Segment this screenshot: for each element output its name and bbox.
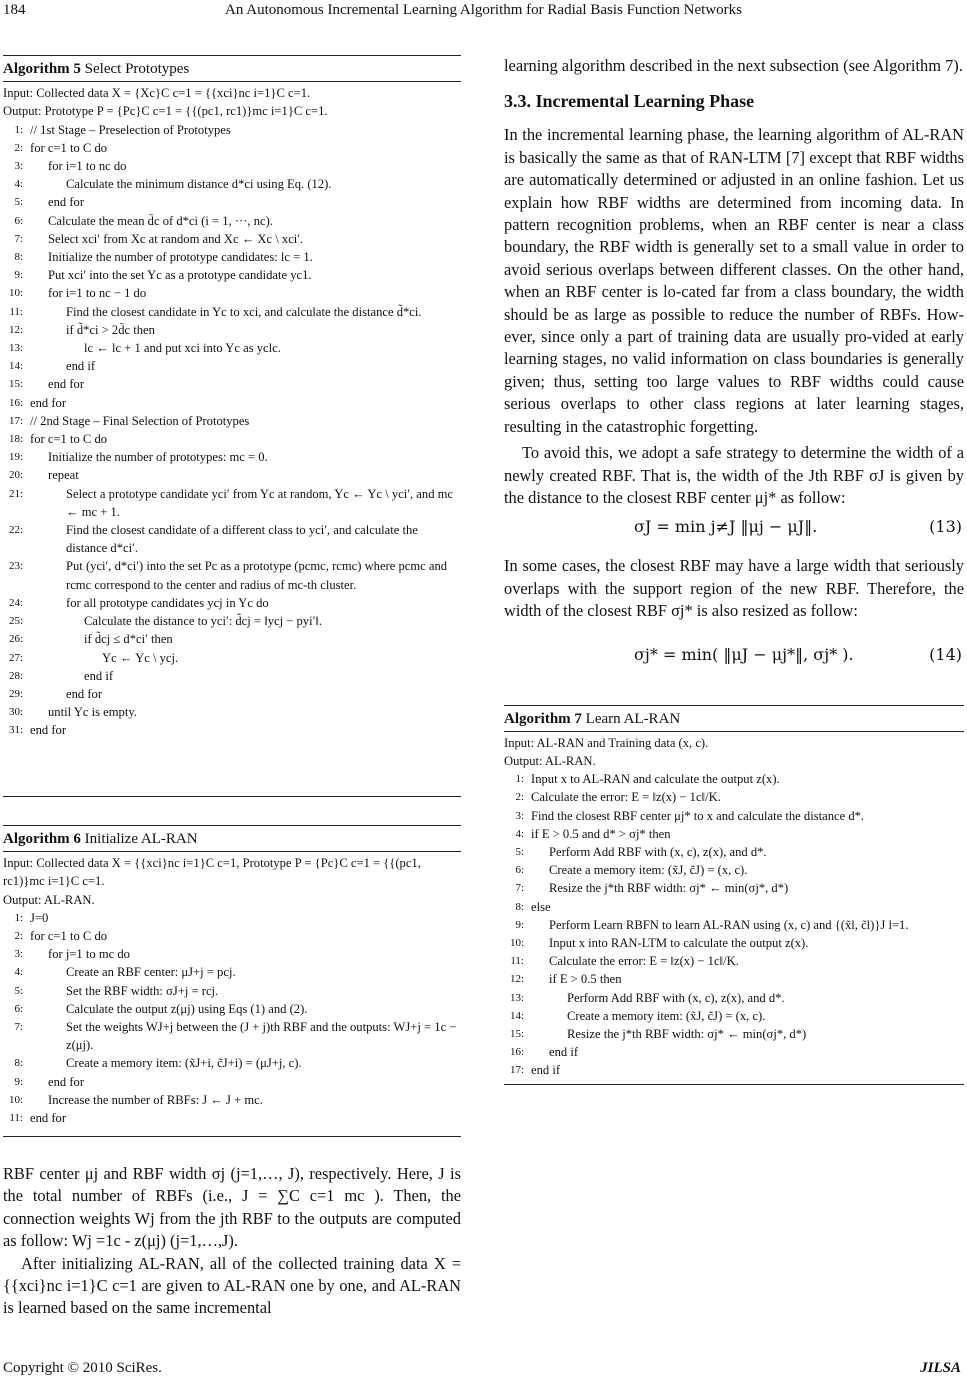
algorithm-line — [504, 843, 964, 861]
algorithm-line — [3, 685, 461, 703]
line-text: Output: AL-RAN. — [504, 753, 596, 768]
line-number: 12: — [509, 973, 524, 986]
algorithm-line — [3, 1091, 461, 1109]
algorithm-line — [3, 1109, 461, 1127]
page-header — [0, 0, 967, 28]
line-number: 22: — [8, 524, 23, 537]
line-text: repeat — [48, 468, 79, 483]
line-text: for c=1 to C do — [30, 929, 108, 944]
algorithm-line — [504, 952, 964, 970]
line-number: 14: — [509, 1009, 524, 1022]
line-number: 16: — [8, 396, 23, 409]
line-text: Set the RBF width: σJ+j = rcj. — [66, 983, 219, 998]
line-text: end for — [30, 1111, 67, 1126]
algorithm-line — [3, 703, 461, 721]
line-text: Create a memory item: (x̃J, c̃J) = (x, c). — [567, 1008, 766, 1023]
line-text: Perform Add RBF with (x, c), z(x), and d*. — [567, 990, 785, 1005]
line-text: Put xci′ into the set Yc as a prototype candidate yc1. — [48, 268, 312, 283]
algorithm-line — [504, 879, 964, 897]
algorithm-line — [504, 825, 964, 843]
line-number: 30: — [8, 706, 23, 719]
line-number: 9: — [14, 1075, 23, 1088]
line-text: Calculate the distance to yci′: d̃cj = ‖ycj − pyi′‖. — [84, 614, 323, 629]
algorithm-line — [3, 909, 461, 927]
equation-14-number: (14) — [929, 644, 962, 664]
algorithm-line — [504, 807, 964, 825]
line-text: Initialize the number of prototypes: mc = 0. — [48, 450, 268, 465]
line-text: for c=1 to C do — [30, 432, 108, 447]
line-number: 13: — [8, 342, 23, 355]
line-text: // 1st Stage – Preselection of Prototypes — [30, 122, 231, 137]
line-number: 16: — [509, 1046, 524, 1059]
line-text: end for — [30, 395, 67, 410]
line-number: 2: — [14, 930, 23, 943]
line-text: end if — [549, 1045, 579, 1060]
right-column — [504, 55, 964, 1085]
algorithm-line — [504, 1007, 964, 1025]
algorithm-line — [3, 485, 461, 521]
line-text: Input: AL-RAN and Training data (x, c). — [504, 735, 709, 750]
line-text: Yc ← Yc \ ycj. — [102, 650, 179, 665]
algorithm-7-label: Algorithm 7 — [504, 710, 582, 727]
line-number: 1: — [14, 911, 23, 924]
algorithm-6-body — [3, 852, 461, 1131]
line-text: for c=1 to C do — [30, 140, 108, 155]
line-number: 5: — [515, 845, 524, 858]
algorithm-line — [3, 139, 461, 157]
algorithm-5-box — [3, 55, 461, 797]
line-text: for all prototype candidates ycj in Yc do — [66, 595, 269, 610]
algorithm-line — [3, 321, 461, 339]
line-text: Resize the j*th RBF width: σj* ← min(σj*, d*) — [567, 1026, 807, 1041]
line-text: for i=1 to nc do — [48, 159, 127, 174]
line-text: Output: Prototype P = {Pc}C c=1 = {{(pc1, rc1)}mc i=1}C c=1. — [3, 104, 328, 119]
line-number: 28: — [8, 669, 23, 682]
line-number: 10: — [509, 936, 524, 949]
line-text: if d̃*ci > 2d̄c then — [66, 322, 155, 337]
line-text: Calculate the error: E = ‖z(x) − 1c‖/K. — [549, 954, 739, 969]
algorithm-line — [3, 721, 461, 739]
line-text: Create a memory item: (x̃J+i, c̃J+i) = (μJ+j, c). — [66, 1056, 302, 1071]
line-text: Input x to AL-RAN and calculate the output z(x). — [531, 772, 780, 787]
line-number: 20: — [8, 469, 23, 482]
line-text: end for — [66, 686, 103, 701]
algorithm-line — [3, 339, 461, 357]
algorithm-line — [3, 945, 461, 963]
algorithm-7-box — [504, 705, 964, 1085]
algorithm-line — [3, 649, 461, 667]
algorithm-5-body — [3, 82, 461, 743]
section-number: 3.3. — [504, 91, 531, 112]
line-text: else — [531, 899, 551, 914]
algorithm-line — [3, 612, 461, 630]
algorithm-7-body — [504, 732, 964, 1084]
line-number: 9: — [515, 918, 524, 931]
line-number: 11: — [9, 305, 23, 318]
algorithm-line — [3, 927, 461, 945]
line-text: Find the closest candidate in Yc to xci, and calculate the distance d̃*ci. — [66, 304, 422, 319]
line-number: 8: — [14, 1057, 23, 1070]
line-text: end for — [30, 723, 67, 738]
line-text: end if — [66, 359, 96, 374]
line-number: 12: — [8, 323, 23, 336]
algorithm-line — [3, 430, 461, 448]
algorithm-line — [504, 861, 964, 879]
line-number: 3: — [515, 809, 524, 822]
line-number: 8: — [14, 251, 23, 264]
algorithm-5-title — [3, 56, 461, 82]
line-number: 5: — [14, 984, 23, 997]
line-text: Create a memory item: (x̃J, c̃J) = (x, c). — [549, 863, 748, 878]
line-number: 3: — [14, 160, 23, 173]
line-number: 2: — [515, 791, 524, 804]
line-number: 11: — [9, 1112, 23, 1125]
line-number: 4: — [14, 178, 23, 191]
algorithm-line — [504, 770, 964, 788]
line-text: Calculate the minimum distance d*ci using Eq. (12). — [66, 177, 332, 192]
equation-13-number: (13) — [929, 517, 962, 537]
page-number: 184 — [3, 2, 26, 18]
line-text: if d̃cj ≤ d*ci′ then — [84, 632, 173, 647]
line-number: 8: — [515, 900, 524, 913]
running-title: An Autonomous Incremental Learning Algorithm for Radial Basis Function Networks — [224, 2, 742, 18]
algorithm-line — [504, 752, 964, 770]
algorithm-line — [504, 788, 964, 806]
line-text: Find the closest candidate of a different class to yci′, and calculate the distance d*ci′. — [66, 523, 418, 556]
line-text: for i=1 to nc − 1 do — [48, 286, 147, 301]
algorithm-line — [3, 102, 461, 120]
line-text: Select xci′ from Xc at random and Xc ← Xc \ xci′. — [48, 231, 304, 246]
line-number: 6: — [14, 1002, 23, 1015]
line-number: 11: — [510, 955, 524, 968]
line-text: Input: Collected data X = {{xci}nc i=1}C c=1, Prototype P = {Pc}C c=1 = {{(pc1, rc1)}mc i=1}C c=1. — [3, 856, 421, 889]
line-number: 25: — [8, 615, 23, 628]
algorithm-6-box — [3, 825, 461, 1137]
line-number: 7: — [515, 882, 524, 895]
equation-13-body: σJ = min j≠J ‖μj − μJ‖. — [634, 517, 818, 537]
algorithm-line — [3, 1054, 461, 1072]
line-number: 4: — [14, 966, 23, 979]
line-text: Select a prototype candidate yci′ from Yc at random, Yc ← Yc \ yci′, and mc ← mc + 1. — [66, 486, 454, 519]
algorithm-line — [3, 357, 461, 375]
line-number: 14: — [8, 360, 23, 373]
line-text: Set the weights WJ+j between the (J + j)th RBF and the outputs: WJ+j = 1c − z(μj). — [66, 1020, 457, 1053]
algorithm-line — [3, 1018, 461, 1054]
line-text: Perform Learn RBFN to learn AL-RAN using (x, c) and {(x̃l, c̃l)}J l=1. — [549, 917, 909, 932]
algorithm-line — [3, 266, 461, 284]
algorithm-line — [3, 84, 461, 102]
line-text: Output: AL-RAN. — [3, 892, 95, 907]
algorithm-line — [504, 970, 964, 988]
line-number: 21: — [8, 487, 23, 500]
algorithm-line — [3, 412, 461, 430]
line-text: Increase the number of RBFs: J ← J + mc. — [48, 1092, 263, 1107]
line-number: 6: — [515, 864, 524, 877]
line-number: 24: — [8, 596, 23, 609]
line-text: Resize the j*th RBF width: σj* ← min(σj*, d*) — [549, 881, 789, 896]
line-text: // 2nd Stage – Final Selection of Prototypes — [30, 413, 250, 428]
algorithm-line — [504, 989, 964, 1007]
algorithm-5-label: Algorithm 5 — [3, 61, 81, 77]
right-intro-paragraph: learning algorithm described in the next subsection (see Algorithm 7). — [504, 56, 963, 75]
algorithm-7-title — [504, 706, 964, 732]
algorithm-line — [3, 594, 461, 612]
section-title: Incremental Learning Phase — [535, 91, 755, 112]
line-text: Perform Add RBF with (x, c), z(x), and d*. — [549, 844, 767, 859]
line-text: J=0 — [30, 910, 49, 925]
line-number: 1: — [14, 123, 23, 136]
line-text: end for — [48, 195, 85, 210]
algorithm-line — [3, 157, 461, 175]
line-number: 17: — [509, 1064, 524, 1077]
equation-14 — [504, 623, 964, 687]
line-number: 7: — [14, 232, 23, 245]
algorithm-7-name: Learn AL-RAN — [585, 710, 681, 727]
algorithm-line — [3, 193, 461, 211]
algorithm-line — [3, 212, 461, 230]
section-heading — [504, 91, 964, 112]
line-number: 7: — [14, 1021, 23, 1034]
algorithm-line — [3, 891, 461, 909]
line-number: 15: — [509, 1027, 524, 1040]
line-number: 17: — [8, 414, 23, 427]
line-text: Input x into RAN-LTM to calculate the output z(x). — [549, 935, 809, 950]
algorithm-line — [3, 230, 461, 248]
equation-14-body: σj* = min( ‖μJ − μj*‖, σj* ). — [634, 644, 854, 664]
algorithm-line — [3, 667, 461, 685]
algorithm-line — [504, 916, 964, 934]
algorithm-line — [3, 963, 461, 981]
line-text: Initialize the number of prototype candidates: lc = 1. — [48, 250, 313, 265]
line-text: Input: Collected data X = {Xc}C c=1 = {{xci}nc i=1}C c=1. — [3, 86, 311, 101]
line-text: if E > 0.5 and d* > σj* then — [531, 826, 671, 841]
left-paragraph-1: RBF center μj and RBF width σj (j=1,…, J), respectively. Here, J is the total number of RBFs (i.e., J = ∑C c=1 mc ). Then, the connection weights Wj from the jth RBF to the outputs are computed as follow: Wj =1c - z(μj) (j=1,…,J). — [3, 1164, 461, 1251]
algorithm-line — [3, 121, 461, 139]
line-text: end for — [48, 377, 85, 392]
algorithm-line — [3, 284, 461, 302]
algorithm-line — [3, 466, 461, 484]
line-text: end for — [48, 1074, 85, 1089]
algorithm-line — [504, 1025, 964, 1043]
right-paragraph-1: In the incremental learning phase, the learning algorithm of AL-RAN is basically the same as that of RAN-LTM [7] except that RBF widths are automatically determined or adjusted in an online fashion. Let us explain how RBF widths are determined from incoming data. In pattern recognition problems, when an RBF center is near a class boundary, the RBF width is generally set to a small value in order to avoid serious overlaps between different classes. On the other hand, when an RBF center is lo-cated far from a class boundary, the width should be as large as possible to reduce the number of RBFs. How-ever, since only a part of training data are usually pro-vided at early learning stages, no valid information on class boundaries is generally given; thus, setting too large values to RBF widths could cause serious overlaps to other class regions at later learning stages, resulting in the catastrophic forgetting. — [504, 125, 964, 436]
line-number: 1: — [515, 773, 524, 786]
line-text: Calculate the mean d̄c of d*ci (i = 1, ···, nc). — [48, 213, 273, 228]
left-column — [3, 55, 461, 1320]
line-number: 3: — [14, 948, 23, 961]
algorithm-6-title — [3, 826, 461, 852]
line-text: end if — [84, 668, 114, 683]
algorithm-line — [3, 557, 461, 593]
line-text: if E > 0.5 then — [549, 972, 622, 987]
algorithm-line — [504, 734, 964, 752]
line-number: 13: — [509, 991, 524, 1004]
footer-copyright: Copyright © 2010 SciRes. — [3, 1360, 162, 1376]
line-text: Find the closest RBF center μj* to x and calculate the distance d*. — [531, 808, 865, 823]
algorithm-line — [3, 303, 461, 321]
algorithm-6-name: Initialize AL-RAN — [84, 831, 198, 847]
line-text: for j=1 to mc do — [48, 947, 130, 962]
line-text: Put (yci′, d*ci′) into the set Pc as a prototype (pcmc, rcmc) where pcmc and rcmc correspond to the center and radius of mc-th cluster. — [66, 559, 448, 592]
right-paragraph-3: In some cases, the closest RBF may have a large width that seriously overlaps with the support region of the new RBF. Therefore, the width of the closest RBF σj* is also resized as follow: — [504, 556, 964, 621]
line-number: 19: — [8, 451, 23, 464]
line-text: until Yc is empty. — [48, 705, 137, 720]
line-text: lc ← lc + 1 and put xci into Yc as yclc. — [84, 341, 281, 356]
algorithm-line — [3, 1000, 461, 1018]
line-number: 26: — [8, 633, 23, 646]
algorithm-line — [3, 854, 461, 890]
algorithm-line — [3, 982, 461, 1000]
algorithm-line — [504, 898, 964, 916]
left-paragraph-2: After initializing AL-RAN, all of the collected training data X = {{xci}nc i=1}C c=1 are given to AL-RAN one by one, and AL-RAN is learned based on the same incremental — [3, 1253, 461, 1318]
line-number: 10: — [8, 287, 23, 300]
line-number: 4: — [515, 827, 524, 840]
line-number: 15: — [8, 378, 23, 391]
line-number: 23: — [8, 560, 23, 573]
algorithm-line — [3, 175, 461, 193]
line-number: 2: — [14, 141, 23, 154]
line-number: 31: — [8, 724, 23, 737]
equation-13 — [504, 509, 964, 549]
algorithm-line — [3, 248, 461, 266]
line-text: Create an RBF center: μJ+j = pcj. — [66, 965, 236, 980]
footer-journal: JILSA — [920, 1360, 961, 1376]
algorithm-line — [3, 521, 461, 557]
algorithm-line — [3, 630, 461, 648]
algorithm-line — [504, 934, 964, 952]
algorithm-line — [3, 394, 461, 412]
line-number: 18: — [8, 433, 23, 446]
line-number: 27: — [8, 651, 23, 664]
algorithm-5-name: Select Prototypes — [84, 61, 190, 77]
algorithm-line — [3, 375, 461, 393]
algorithm-line — [3, 1073, 461, 1091]
line-number: 6: — [14, 214, 23, 227]
line-number: 9: — [14, 269, 23, 282]
algorithm-line — [504, 1061, 964, 1079]
line-number: 29: — [8, 687, 23, 700]
line-text: Calculate the error: E = ‖z(x) − 1c‖/K. — [531, 790, 721, 805]
left-text-block — [3, 1163, 461, 1320]
right-paragraph-2: To avoid this, we adopt a safe strategy to determine the width of a newly created RBF. That is, the width of the Jth RBF σJ is given by the distance to the closest RBF center μj* as follow: — [504, 443, 964, 507]
algorithm-line — [3, 448, 461, 466]
line-text: end if — [531, 1063, 561, 1078]
line-text: Calculate the output z(μj) using Eqs (1) and (2). — [66, 1001, 308, 1016]
line-number: 5: — [14, 196, 23, 209]
algorithm-6-label: Algorithm 6 — [3, 831, 81, 847]
algorithm-line — [504, 1043, 964, 1061]
line-number: 10: — [8, 1093, 23, 1106]
